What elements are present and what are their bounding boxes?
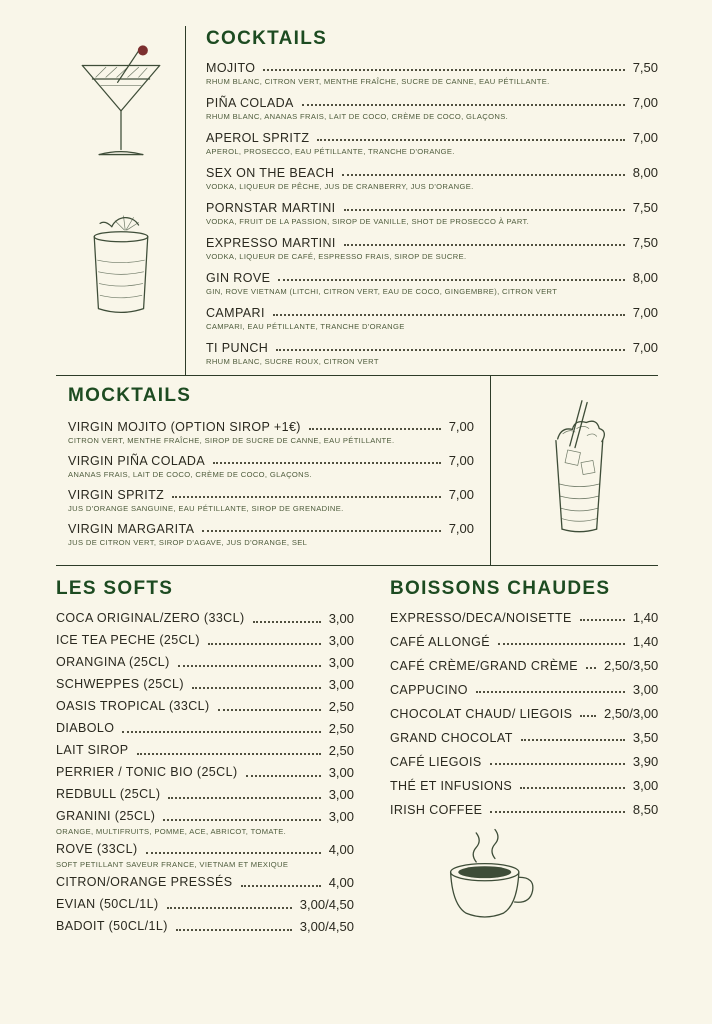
menu-item	[206, 130, 658, 156]
menu-item	[206, 95, 658, 121]
illustration-column	[56, 26, 186, 375]
item-name: SEX ON THE BEACH	[206, 166, 335, 180]
item-price: 8,00	[632, 270, 658, 285]
menu-item	[390, 802, 658, 817]
menu-item	[206, 60, 658, 86]
dotted-leader	[213, 462, 441, 464]
softs-title: LES SOFTS	[56, 578, 174, 599]
item-name: MOJITO	[206, 61, 256, 75]
item-price: 7,50	[632, 60, 658, 75]
item-name: EVIAN (50CL/1L)	[56, 897, 159, 911]
item-description: GIN, ROVE VIETNAM (LITCHI, CITRON VERT, EAU DE COCO, GINGEMBRE), CITRON VERT	[206, 287, 558, 296]
mocktails-title: MOCKTAILS	[68, 385, 192, 406]
item-price: 1,40	[632, 634, 659, 649]
hot-drinks-title: BOISSONS CHAUDES	[390, 578, 611, 599]
item-price: 7,50	[632, 235, 658, 250]
item-name: BADOIT (50CL/1L)	[56, 919, 168, 933]
item-description: VODKA, FRUIT DE LA PASSION, SIROP DE VANILLE, SHOT DE PROSECCO À PART.	[206, 217, 530, 226]
item-price: 7,00	[632, 305, 658, 320]
item-price: 2,50/3,50	[603, 658, 659, 673]
item-name: CAFÉ ALLONGÉ	[390, 635, 490, 649]
dotted-leader	[490, 763, 625, 765]
item-price: 7,50	[632, 200, 658, 215]
item-description: APEROL, PROSECCO, EAU PÉTILLANTE, TRANCHE D'ORANGE.	[206, 147, 455, 156]
menu-item	[390, 706, 658, 721]
dotted-leader	[276, 349, 624, 351]
menu-item	[56, 698, 354, 715]
item-price: 3,00	[328, 655, 354, 670]
menu-item	[68, 487, 474, 513]
item-name: PORNSTAR MARTINI	[206, 201, 336, 215]
item-name: GRAND CHOCOLAT	[390, 731, 513, 745]
item-name: LAIT SIROP	[56, 743, 129, 757]
mocktails-section	[56, 375, 658, 566]
menu-item	[56, 786, 354, 803]
dotted-leader	[172, 496, 441, 498]
dotted-leader	[498, 643, 625, 645]
dotted-leader	[317, 139, 624, 141]
item-name: OASIS TROPICAL (33CL)	[56, 699, 210, 713]
item-name: ORANGINA (25CL)	[56, 655, 170, 669]
hot-drinks-section	[390, 578, 658, 940]
item-description: CITRON VERT, MENTHE FRAÎCHE, SIROP DE SUCRE DE CANNE, EAU PÉTILLANTE.	[68, 436, 395, 445]
item-name: VIRGIN MOJITO (OPTION SIROP +1€)	[68, 420, 301, 434]
item-price: 3,00/4,50	[299, 919, 354, 934]
item-name: PERRIER / TONIC BIO (25CL)	[56, 765, 238, 779]
item-price: 3,00	[632, 778, 659, 793]
item-name: PIÑA COLADA	[206, 96, 294, 110]
menu-item	[56, 764, 354, 781]
item-name: EXPRESSO/DECA/NOISETTE	[390, 611, 572, 625]
cocktails-list	[206, 60, 658, 366]
iced-drink-icon	[523, 392, 627, 550]
item-name: CITRON/ORANGE PRESSÉS	[56, 875, 233, 889]
dotted-leader	[302, 104, 625, 106]
dotted-leader	[278, 279, 624, 281]
menu-item	[56, 896, 354, 913]
dotted-leader	[176, 929, 292, 931]
item-price: 3,00	[328, 765, 354, 780]
cocktails-section	[56, 26, 658, 375]
dotted-leader	[490, 811, 625, 813]
menu-item	[206, 165, 658, 191]
menu-item	[56, 632, 354, 649]
dotted-leader	[218, 709, 321, 711]
menu-item	[56, 676, 354, 693]
item-price: 8,00	[632, 165, 658, 180]
item-price: 4,00	[328, 842, 354, 857]
item-price: 7,00	[632, 130, 658, 145]
menu-item	[56, 720, 354, 737]
dotted-leader	[246, 775, 321, 777]
item-price: 3,00	[328, 611, 354, 626]
menu-item	[206, 340, 658, 366]
dotted-leader	[273, 314, 625, 316]
item-name: REDBULL (25CL)	[56, 787, 161, 801]
softs-list	[56, 610, 354, 935]
item-price: 1,40	[632, 610, 659, 625]
item-name: COCA ORIGINAL/ZERO (33CL)	[56, 611, 245, 625]
item-price: 7,00	[448, 453, 474, 468]
item-description: CAMPARI, EAU PÉTILLANTE, TRANCHE D'ORANGE	[206, 322, 405, 331]
menu-item	[390, 730, 658, 745]
item-name: CHOCOLAT CHAUD/ LIEGOIS	[390, 707, 573, 721]
martini-glass-icon	[67, 42, 175, 168]
item-name: EXPRESSO MARTINI	[206, 236, 336, 250]
item-name: GIN ROVE	[206, 271, 271, 285]
dotted-leader	[146, 852, 321, 854]
item-price: 2,50	[328, 699, 354, 714]
item-price: 3,00	[632, 682, 659, 697]
item-price: 2,50/3,00	[603, 706, 659, 721]
item-description: JUS DE CITRON VERT, SIROP D'AGAVE, JUS D'ORANGE, SEL	[68, 538, 308, 547]
menu-item	[390, 610, 658, 625]
menu-item	[390, 634, 658, 649]
menu-item	[56, 610, 354, 627]
cocktails-title: COCKTAILS	[206, 28, 328, 49]
softs-section	[56, 578, 354, 940]
item-name: VIRGIN MARGARITA	[68, 522, 195, 536]
item-price: 7,00	[448, 521, 474, 536]
item-name: TI PUNCH	[206, 341, 269, 355]
item-name: VIRGIN PIÑA COLADA	[68, 454, 206, 468]
item-name: CAFÉ LIEGOIS	[390, 755, 482, 769]
item-name: GRANINI (25CL)	[56, 809, 156, 823]
item-price: 3,00	[328, 677, 354, 692]
item-description: VODKA, LIQUEUR DE PÊCHE, JUS DE CRANBERRY, JUS D'ORANGE.	[206, 182, 474, 191]
item-description: ANANAS FRAIS, LAIT DE COCO, CRÈME DE COCO, GLAÇONS.	[68, 470, 312, 479]
dotted-leader	[137, 753, 321, 755]
dotted-leader	[342, 174, 624, 176]
item-price: 7,00	[632, 95, 658, 110]
dotted-leader	[168, 797, 320, 799]
item-name: CAPPUCINO	[390, 683, 468, 697]
item-name: CAMPARI	[206, 306, 265, 320]
dotted-leader	[586, 667, 596, 669]
menu-item	[56, 742, 354, 759]
item-price: 4,00	[328, 875, 354, 890]
item-price: 8,50	[632, 802, 659, 817]
menu-item	[390, 754, 658, 769]
rocks-glass-icon	[75, 210, 167, 322]
menu-item	[206, 235, 658, 261]
menu-item	[206, 305, 658, 331]
coffee-cup-icon	[425, 827, 553, 931]
menu-item	[390, 682, 658, 697]
item-price: 2,50	[328, 743, 354, 758]
item-name: ROVE (33CL)	[56, 842, 138, 856]
item-price: 3,00/4,50	[299, 897, 354, 912]
dotted-leader	[521, 739, 625, 741]
item-price: 3,50	[632, 730, 659, 745]
menu-item	[390, 778, 658, 793]
mocktails-list	[68, 419, 474, 547]
menu-item	[56, 808, 354, 836]
mocktails-illustration	[490, 376, 658, 565]
item-price: 7,00	[448, 487, 474, 502]
dotted-leader	[580, 715, 596, 717]
item-price: 3,90	[632, 754, 659, 769]
item-description: RHUM BLANC, SUCRE ROUX, CITRON VERT	[206, 357, 379, 366]
item-name: APEROL SPRITZ	[206, 131, 310, 145]
item-description: RHUM BLANC, ANANAS FRAIS, LAIT DE COCO, CRÈME DE COCO, GLAÇONS.	[206, 112, 509, 121]
item-price: 7,00	[632, 340, 658, 355]
item-name: DIABOLO	[56, 721, 115, 735]
dotted-leader	[520, 787, 625, 789]
dotted-leader	[167, 907, 292, 909]
dotted-leader	[192, 687, 321, 689]
dotted-leader	[202, 530, 440, 532]
hot-drinks-list	[390, 610, 658, 817]
dotted-leader	[344, 244, 625, 246]
item-price: 3,00	[328, 809, 354, 824]
dotted-leader	[309, 428, 441, 430]
menu-item	[68, 453, 474, 479]
dotted-leader	[178, 665, 321, 667]
item-name: IRISH COFFEE	[390, 803, 483, 817]
dotted-leader	[253, 621, 321, 623]
item-description: VODKA, LIQUEUR DE CAFÉ, ESPRESSO FRAIS, SIROP DE SUCRE.	[206, 252, 467, 261]
item-name: ICE TEA PECHE (25CL)	[56, 633, 200, 647]
item-price: 3,00	[328, 633, 354, 648]
item-name: THÉ ET INFUSIONS	[390, 779, 513, 793]
item-description: ORANGE, MULTIFRUITS, POMME, ACE, ABRICOT, TOMATE.	[56, 827, 287, 836]
menu-item	[68, 419, 474, 445]
item-name: VIRGIN SPRITZ	[68, 488, 165, 502]
menu-item	[206, 200, 658, 226]
menu-item	[56, 654, 354, 671]
item-name: SCHWEPPES (25CL)	[56, 677, 184, 691]
dotted-leader	[163, 819, 320, 821]
dotted-leader	[263, 69, 624, 71]
coffee-illustration	[390, 827, 658, 931]
item-name: CAFÉ CRÈME/GRAND CRÈME	[390, 659, 578, 673]
item-price: 7,00	[448, 419, 474, 434]
item-description: JUS D'ORANGE SANGUINE, EAU PÉTILLANTE, SIROP DE GRENADINE.	[68, 504, 344, 513]
item-price: 3,00	[328, 787, 354, 802]
dotted-leader	[476, 691, 625, 693]
menu-item	[206, 270, 658, 296]
bottom-section	[56, 566, 658, 940]
item-description: SOFT PETILLANT SAVEUR FRANCE, VIETNAM ET MEXIQUE	[56, 860, 289, 869]
dotted-leader	[122, 731, 320, 733]
menu-item	[56, 918, 354, 935]
menu-item	[68, 521, 474, 547]
dotted-leader	[580, 619, 625, 621]
menu-item	[390, 658, 658, 673]
dotted-leader	[241, 885, 321, 887]
menu-item	[56, 874, 354, 891]
item-description: RHUM BLANC, CITRON VERT, MENTHE FRAÎCHE, SUCRE DE CANNE, EAU PÉTILLANTE.	[206, 77, 550, 86]
dotted-leader	[344, 209, 625, 211]
menu-item	[56, 841, 354, 869]
dotted-leader	[208, 643, 321, 645]
item-price: 2,50	[328, 721, 354, 736]
